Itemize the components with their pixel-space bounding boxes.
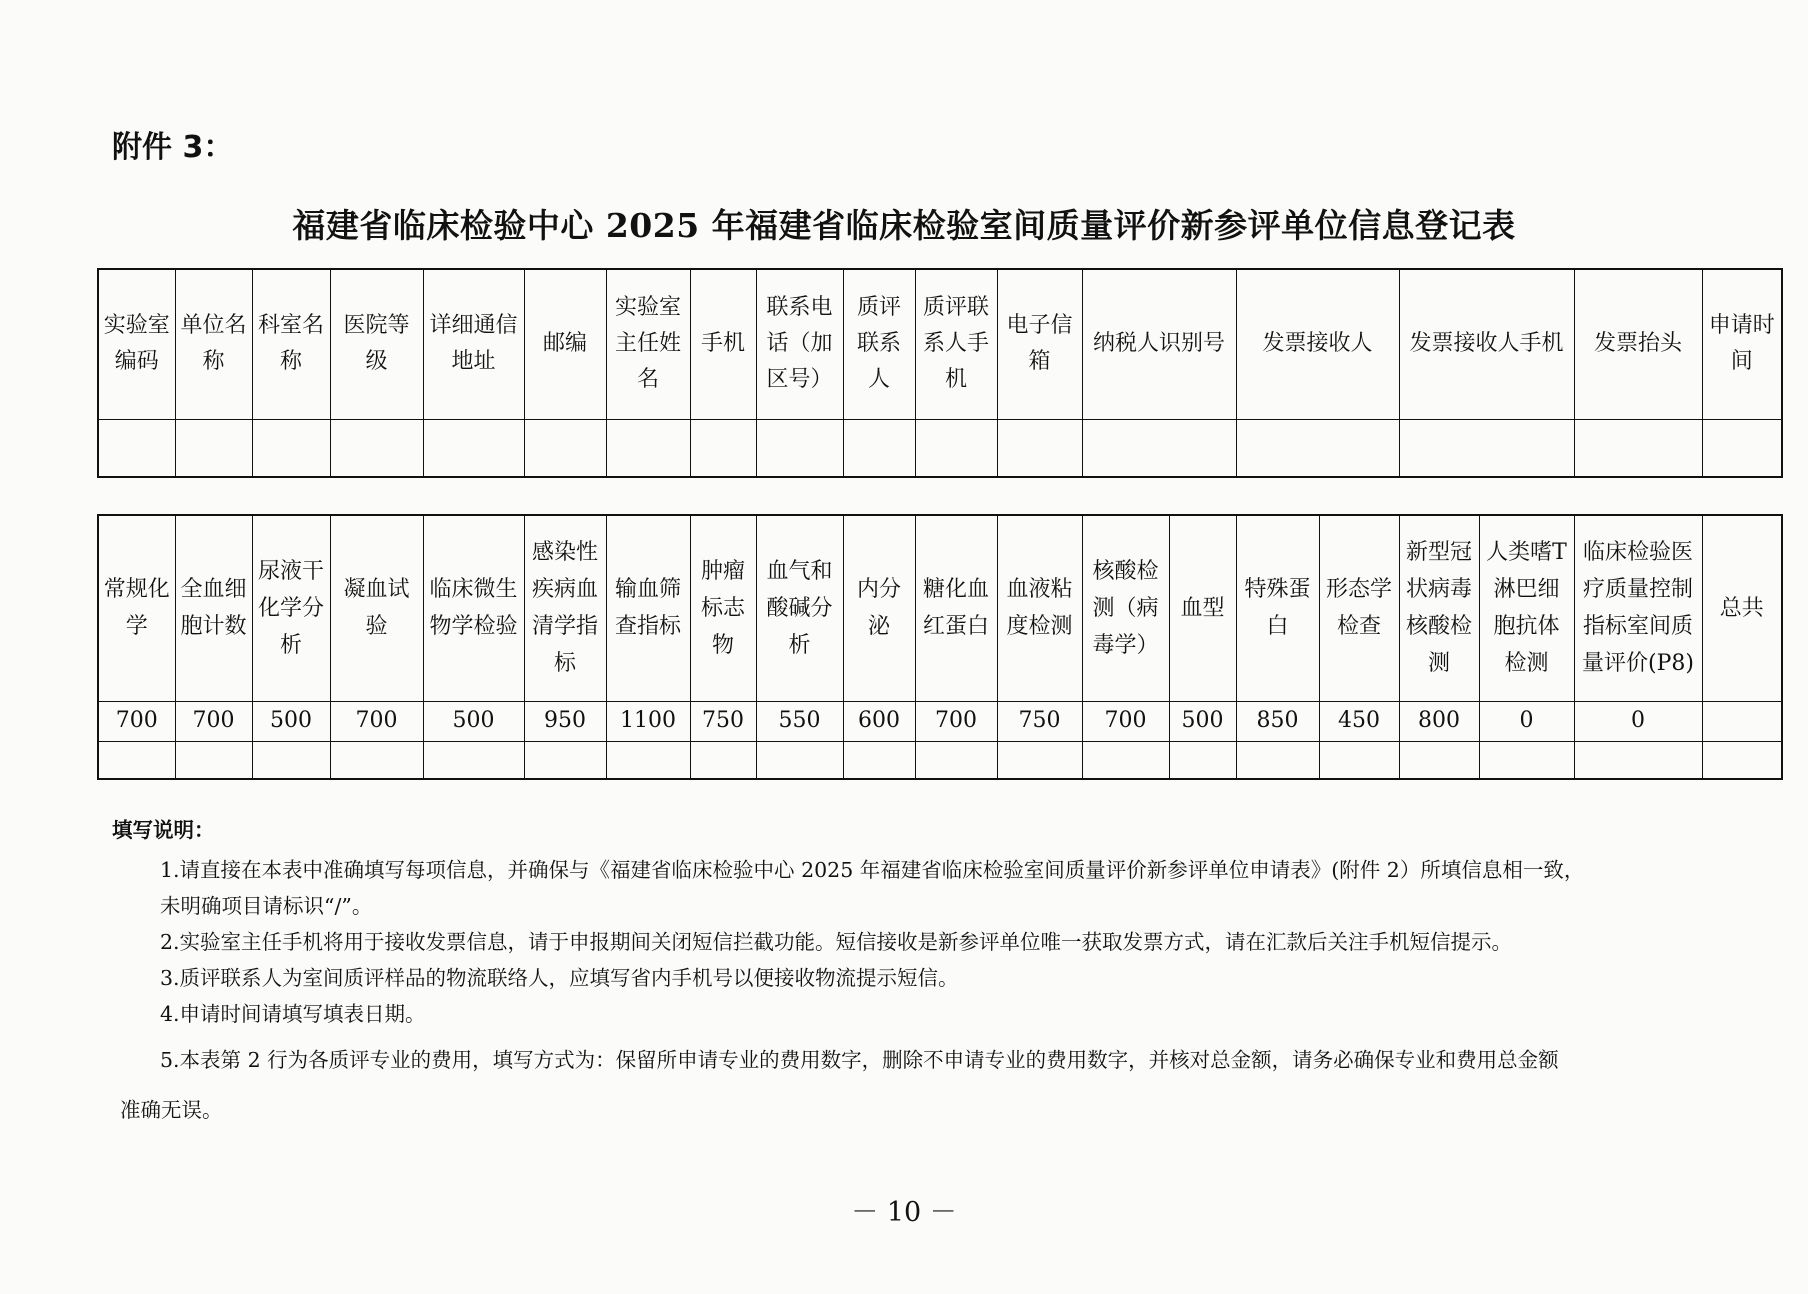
fee-cell[interactable]: 550 xyxy=(756,701,843,741)
entry-cell[interactable] xyxy=(1574,741,1702,779)
entry-cell[interactable] xyxy=(252,419,330,477)
header-cell: 常规化学 xyxy=(98,515,175,701)
entry-cell[interactable] xyxy=(98,741,175,779)
fee-cell[interactable]: 600 xyxy=(843,701,915,741)
fee-cell[interactable]: 0 xyxy=(1574,701,1702,741)
fee-cell[interactable]: 500 xyxy=(252,701,330,741)
fee-cell[interactable]: 1100 xyxy=(606,701,690,741)
header-cell: 形态学检查 xyxy=(1319,515,1399,701)
header-cell: 发票接收人手机 xyxy=(1399,269,1574,419)
header-cell: 血液粘度检测 xyxy=(997,515,1082,701)
entry-cell[interactable] xyxy=(690,741,756,779)
header-cell: 实验室编码 xyxy=(98,269,175,419)
entry-cell[interactable] xyxy=(252,741,330,779)
header-cell: 血型 xyxy=(1169,515,1236,701)
entry-cell[interactable] xyxy=(1702,419,1782,477)
entry-cell[interactable] xyxy=(423,419,524,477)
fee-cell[interactable]: 950 xyxy=(524,701,606,741)
header-cell: 输血筛查指标 xyxy=(606,515,690,701)
entry-cell[interactable] xyxy=(423,741,524,779)
header-cell: 邮编 xyxy=(524,269,606,419)
unit-info-entry-row xyxy=(98,419,1782,477)
entry-cell[interactable] xyxy=(524,741,606,779)
fee-cell[interactable]: 700 xyxy=(175,701,252,741)
header-cell: 申请时间 xyxy=(1702,269,1782,419)
fee-cell[interactable]: 750 xyxy=(690,701,756,741)
fee-cell[interactable]: 800 xyxy=(1399,701,1479,741)
header-cell: 实验室主任姓名 xyxy=(606,269,690,419)
header-cell: 感染性疾病血清学指标 xyxy=(524,515,606,701)
header-cell: 尿液干化学分析 xyxy=(252,515,330,701)
entry-cell[interactable] xyxy=(98,419,175,477)
entry-cell[interactable] xyxy=(1479,741,1574,779)
header-cell: 糖化血红蛋白 xyxy=(915,515,997,701)
fee-total-cell[interactable] xyxy=(1702,701,1782,741)
eqa-fee-table xyxy=(97,514,1783,780)
header-cell: 临床检验医疗质量控制指标室间质量评价(P8) xyxy=(1574,515,1702,701)
entry-cell[interactable] xyxy=(1399,419,1574,477)
instruction-item-3: 3.质评联系人为室间质评样品的物流联络人，应填写省内手机号以便接收物流提示短信。 xyxy=(160,966,959,990)
fee-cell[interactable]: 700 xyxy=(98,701,175,741)
fee-cell[interactable]: 700 xyxy=(1082,701,1169,741)
header-cell: 肿瘤标志物 xyxy=(690,515,756,701)
entry-cell[interactable] xyxy=(606,419,690,477)
entry-cell[interactable] xyxy=(843,741,915,779)
fee-cell[interactable]: 700 xyxy=(330,701,423,741)
header-cell: 内分泌 xyxy=(843,515,915,701)
attachment-label: 附件 3： xyxy=(112,130,234,165)
entry-cell[interactable] xyxy=(690,419,756,477)
entry-cell[interactable] xyxy=(524,419,606,477)
header-cell: 联系电话（加区号） xyxy=(756,269,843,419)
fill-instructions xyxy=(112,812,1732,1128)
header-cell: 总共 xyxy=(1702,515,1782,701)
fee-cell[interactable]: 750 xyxy=(997,701,1082,741)
entry-cell[interactable] xyxy=(330,419,423,477)
header-cell: 发票抬头 xyxy=(1574,269,1702,419)
entry-cell[interactable] xyxy=(1399,741,1479,779)
entry-cell[interactable] xyxy=(756,741,843,779)
eqa-specialty-header-row xyxy=(98,515,1782,701)
entry-cell[interactable] xyxy=(330,741,423,779)
entry-cell[interactable] xyxy=(1082,741,1169,779)
entry-cell[interactable] xyxy=(1082,419,1236,477)
header-cell: 质评联系人手机 xyxy=(915,269,997,419)
instruction-item-4: 4.申请时间请填写填表日期。 xyxy=(160,1002,426,1026)
unit-info-header-row xyxy=(98,269,1782,419)
fee-cell[interactable]: 700 xyxy=(915,701,997,741)
instruction-item-1-continued: 未明确项目请标识“/”。 xyxy=(160,894,373,918)
header-cell: 科室名称 xyxy=(252,269,330,419)
header-cell: 电子信箱 xyxy=(997,269,1082,419)
fee-cell[interactable]: 500 xyxy=(423,701,524,741)
eqa-fee-row xyxy=(98,701,1782,741)
instruction-item-5-continued: 准确无误。 xyxy=(120,1098,223,1122)
entry-cell[interactable] xyxy=(606,741,690,779)
header-cell: 核酸检测（病毒学） xyxy=(1082,515,1169,701)
header-cell: 手机 xyxy=(690,269,756,419)
header-cell: 纳税人识别号 xyxy=(1082,269,1236,419)
page-number: － 10 － xyxy=(851,1197,957,1228)
fee-cell[interactable]: 0 xyxy=(1479,701,1574,741)
header-cell: 特殊蛋白 xyxy=(1236,515,1319,701)
header-cell: 发票接收人 xyxy=(1236,269,1399,419)
entry-cell[interactable] xyxy=(997,741,1082,779)
header-cell: 全血细胞计数 xyxy=(175,515,252,701)
header-cell: 人类嗜T淋巴细胞抗体检测 xyxy=(1479,515,1574,701)
instruction-item-2: 2.实验室主任手机将用于接收发票信息，请于申报期间关闭短信拦截功能。短信接收是新参评单位唯一获取发票方式，请在汇款后关注手机短信提示。 xyxy=(160,930,1513,954)
entry-cell[interactable] xyxy=(915,741,997,779)
header-cell: 临床微生物学检验 xyxy=(423,515,524,701)
entry-cell[interactable] xyxy=(1236,419,1399,477)
header-cell: 医院等级 xyxy=(330,269,423,419)
entry-cell[interactable] xyxy=(843,419,915,477)
entry-cell[interactable] xyxy=(997,419,1082,477)
entry-cell[interactable] xyxy=(915,419,997,477)
entry-cell[interactable] xyxy=(1574,419,1702,477)
header-cell: 质评联系人 xyxy=(843,269,915,419)
entry-cell[interactable] xyxy=(1702,741,1782,779)
header-cell: 凝血试验 xyxy=(330,515,423,701)
header-cell: 新型冠状病毒核酸检测 xyxy=(1399,515,1479,701)
instruction-item-1: 1.请直接在本表中准确填写每项信息，并确保与《福建省临床检验中心 2025 年福建省临床检验室间质量评价新参评单位申请表》(附件 2）所填信息相一致， xyxy=(160,858,1585,882)
fee-cell[interactable]: 500 xyxy=(1169,701,1236,741)
unit-info-table xyxy=(97,268,1783,478)
entry-cell[interactable] xyxy=(1236,741,1319,779)
entry-cell[interactable] xyxy=(756,419,843,477)
entry-cell[interactable] xyxy=(175,419,252,477)
fee-cell[interactable]: 850 xyxy=(1236,701,1319,741)
header-cell: 血气和酸碱分析 xyxy=(756,515,843,701)
header-cell: 单位名称 xyxy=(175,269,252,419)
document-title: 福建省临床检验中心 2025 年福建省临床检验室间质量评价新参评单位信息登记表 xyxy=(292,206,1516,245)
entry-cell[interactable] xyxy=(1319,741,1399,779)
entry-cell[interactable] xyxy=(175,741,252,779)
entry-cell[interactable] xyxy=(1169,741,1236,779)
header-cell: 详细通信地址 xyxy=(423,269,524,419)
eqa-entry-row xyxy=(98,741,1782,779)
instructions-heading: 填写说明： xyxy=(112,818,215,842)
instruction-item-5: 5.本表第 2 行为各质评专业的费用，填写方式为：保留所申请专业的费用数字，删除不申请专业的费用数字，并核对总金额，请务必确保专业和费用总金额 xyxy=(160,1048,1559,1072)
fee-cell[interactable]: 450 xyxy=(1319,701,1399,741)
